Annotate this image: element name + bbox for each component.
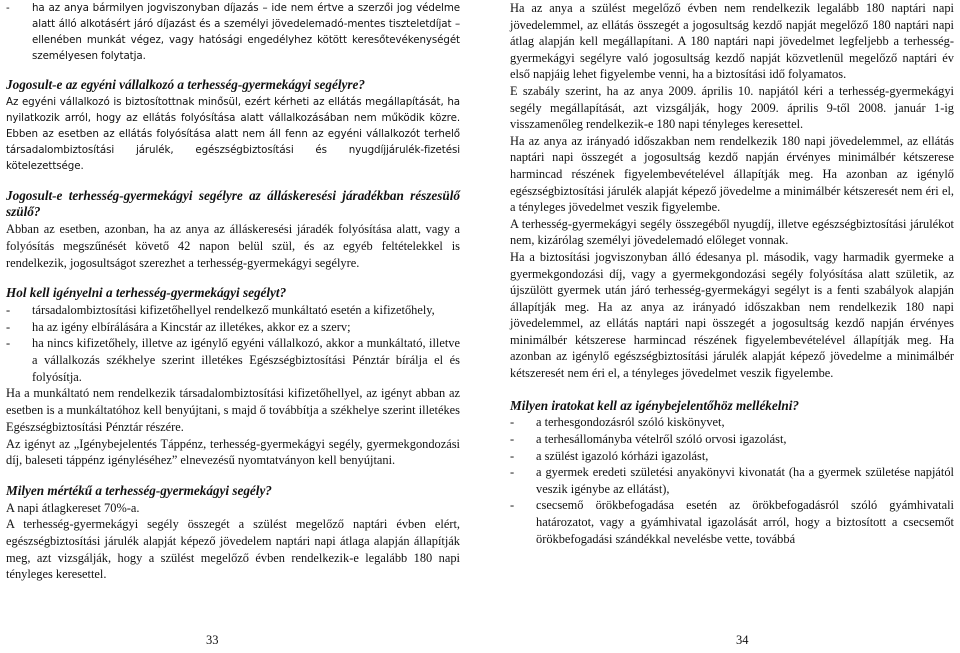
attachments-list (510, 414, 954, 547)
paragraph: Ha az anya a szülést megelőző évben nem rendelkezik legalább 180 naptári napi jövedelemmel, az ellátás összegét a jogosultság kezdő napját megelőző 180 naptári napi átlag alapján kell megállapítani. A 180 naptári napi jövedelmet legfeljebb a terhesség-gyermekágyi segélyre való jogosultság kezdő napját közvetlenül megelőző naptári év első napjáig lehet figyelembe venni, ha a biztosítási idő folyamatos. (510, 1, 954, 82)
section-heading-iratok: Milyen iratokat kell az igénybejelentőhöz mellékelni? (510, 397, 800, 413)
paragraph: A terhesség-gyermekágyi segély összegéből nyugdíj, illetve egészségbiztosítási járulékot nem, kizárólag személyi jövedelemadó előleget vonnak. (510, 216, 954, 248)
right-body (510, 0, 954, 382)
paragraph: Az igényt az „Igénybejelentés Táppénz, terhesség-gyermekágyi segély, gyermekgondozási díj, baleseti táppénz igényléséhez” elnevezésű nyomtatványon kell benyújtani. (6, 436, 460, 468)
list-item: - ha nincs kifizetőhely, illetve az igénylő egyéni vállalkozó, akkor a munkáltató, illetve a vállalkozás székhelye szerint illetékes Egészségbiztosítási Pénztár bírálja el és folyósítja. (6, 336, 460, 384)
list-item: - a szülést igazoló kórházi igazolást, (510, 448, 709, 463)
section-heading-hol-igenyelni: Hol kell igényelni a terhesség-gyermekágyi segélyt? (6, 285, 287, 301)
intro-list-item: - ha az anya bármilyen jogviszonyban díjazás – ide nem értve a szerzői jog védelme alatt álló alkotásért járó díjazást és a személyi jövedelemadó-mentes tiszteletdíjat – ellenében munkát végez, vagy hatósági engedélyhez kötött keresőtevékenységét személyesen folytatja. (6, 2, 460, 62)
page-number-right: 34 (736, 633, 749, 647)
list-item: - társadalombiztosítási kifizetőhellyel rendelkező munkáltató esetén a kifizetőhely, (6, 302, 435, 317)
list-item: - csecsemő örökbefogadása esetén az örökbefogadásról szóló gyámhivatali határozatot, vagy a gyámhivatal igazolását arról, hogy a biztosított a csecsemőt örökbefogadási szándékkal nevelésbe vette, továbbá (510, 498, 954, 546)
list-item: - a terhesállományba vételről szóló orvosi igazolást, (510, 431, 787, 446)
section-body-allaskeresesi: Abban az esetben, azonban, ha az anya az álláskeresési járadék folyósítása alatt, vagy a folyósítás megszűnését követő 42 napon belül szül, és az egyéb feltételekkel is rendelkezik, jogosultságot szerezhet a terhesség-gyermekágyi segélyre. (6, 222, 460, 270)
list-item: - ha az igény elbírálására a Kincstár az illetékes, akkor ez a szerv; (6, 319, 351, 334)
paragraph: Ha az anya az irányadó időszakban nem rendelkezik 180 napi jövedelemmel, az ellátás naptári napi összegét a jogosultság kezdő napján érvényes minimálbér kétszerese harmincad részének figyelembevételével állapítják meg. Ha azonban az igénylő egészségbiztosítási járulék alapját képező jövedelme a minimálbér kétszeresét nem éri el, a tényleges jövedelmet veszik figyelembe. (510, 133, 954, 215)
section-heading-allaskeresesi: Jogosult-e terhesség-gyermekágyi segélyre az álláskeresési járadékban részesülő szülő? (6, 187, 460, 220)
claim-location-list (6, 302, 460, 386)
paragraph: E szabály szerint, ha az anya 2009. április 10. napjától kéri a terhesség-gyermekágyi segély megállapítását, azt vizsgálják, hogy 2009. április 9-től 2008. január 1-ig visszamenőleg rendelkezik-e 180 napi tényleges keresettel. (510, 83, 954, 132)
list-item: - a gyermek eredeti születési anyakönyvi kivonatát (ha a gyermek születése napjától veszik igénybe az ellátást), (510, 465, 954, 496)
paragraph: Ha a munkáltató nem rendelkezik társadalombiztosítási kifizetőhellyel, az igényt abban az esetben is a munkáltatóhoz kell benyújtani, s majd ő továbbítja a székhelye szerint illetékes Egészségbiztosítási Pénztár részére. (6, 386, 460, 434)
paragraph: A terhesség-gyermekágyi segély összegét a szülést megelőző naptári évben elért, egészségbiztosítási járulék alapját képező jövedelem naptári napi átlaga alapján állapítják meg, azt vizsgálják, hogy a szülést megelőző évben rendelkezik-e legalább 180 napi tényleges keresettel. (6, 517, 460, 582)
page-number-left: 33 (206, 633, 219, 647)
right-page (480, 0, 960, 653)
paragraph: Ha a biztosítási jogviszonyban álló édesanya pl. második, vagy harmadik gyermeke a gyermekgondozási díj, vagy a gyermekgondozási segély folyósítása alatt születik, az újszülött gyermek után járó terhesség-gyermekágyi segélyt is a fenti szabályok alapján állapítják meg. Ha az anya az irányadó időszakban nem rendelkezik 180 napi jövedelemmel, az ellátás naptári napi összegét a jogosultság kezdő napján érvényes minimálbér kétszerese harmincad részének figyelembevételével állapítják meg. Ha azonban az igénylő egészségbiztosítási járulék alapját képező jövedelme a minimálbér kétszeresét nem éri el, a tényleges jövedelmet veszik figyelembe. (510, 249, 954, 381)
intro-item-text: ha az anya bármilyen jogviszonyban díjazás – ide nem értve a szerzői jog védelme alatt álló alkotásért járó díjazást és a személyi jövedelemadó-mentes tiszteletdíjat – ellenében munkát végez, vagy hatósági engedélyhez kötött keresőtevékenységét személyesen folytatja. (32, 2, 460, 62)
section-heading-mertek: Milyen mértékű a terhesség-gyermekágyi segély? (6, 482, 272, 498)
section-heading-vallalkozo: Jogosult-e az egyéni vállalkozó a terhesség-gyermekágyi segélyre? (6, 77, 365, 92)
section-body-vallalkozo: Az egyéni vállalkozó is biztosítottnak minősül, ezért kérheti az ellátás megállapítását, ha nyilatkozik arról, hogy az ellátás folyósítása alatt vállalkozásában nem működik közre. Ebben az esetben az ellátás folyósítása alatt nem áll fenn az egyéni vállalkozót terhelő társadalombiztosítási járulék, egészségbiztosítási és nyugdíjjárulék-fizetési kötelezettsége. (6, 95, 460, 172)
list-item: - a terhesgondozásról szóló kiskönyvet, (510, 415, 725, 430)
paragraph: A napi átlagkereset 70%-a. (6, 500, 140, 515)
